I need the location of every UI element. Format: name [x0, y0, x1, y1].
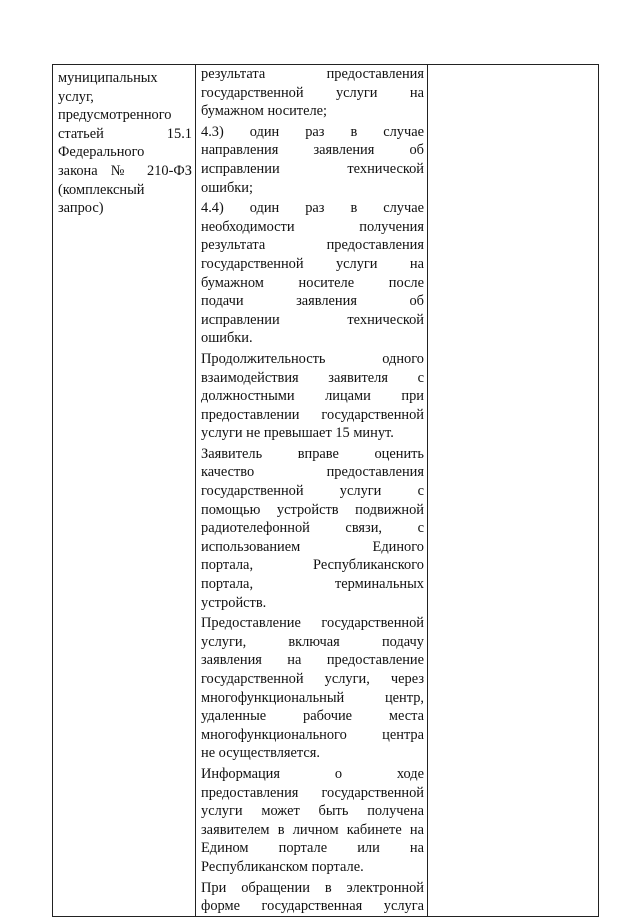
text-line: качество предоставления [201, 464, 424, 481]
text-line: закона № 210-ФЗ [58, 162, 192, 179]
paragraph [201, 765, 424, 877]
text-line: запрос) [58, 200, 104, 217]
text-line: радиотелефонной связи, с [201, 520, 424, 537]
paragraph [201, 614, 424, 763]
text-line: предусмотренного [58, 107, 172, 124]
text-line: исправлении технической [201, 160, 424, 177]
text-line: результата предоставления [201, 237, 424, 254]
text-line: Федерального [58, 144, 145, 161]
text-line: бумажном носителе после [201, 274, 424, 291]
text-line: государственной услуги на [201, 255, 424, 272]
text-line: исправлении технической [201, 311, 424, 328]
text-line: услуг, [58, 88, 94, 105]
text-line: 4.3) один раз в случае [201, 123, 424, 140]
text-line: услуги, включая подачу [201, 633, 424, 650]
text-line: ошибки. [201, 330, 253, 347]
text-line: направления заявления об [201, 142, 424, 159]
text-line: использованием Единого [201, 538, 424, 555]
text-line: Предоставление государственной [201, 615, 424, 632]
document-table [52, 64, 599, 917]
text-line: многофункциональный центр, [201, 689, 424, 706]
text-line: государственной услуги на [201, 84, 424, 101]
text-line: Едином портале или на [201, 840, 424, 857]
text-line: Продолжительность одного [201, 350, 424, 367]
text-line: муниципальных [58, 70, 158, 86]
col1-text [53, 65, 195, 218]
text-line: не осуществляется. [201, 745, 320, 762]
paragraph [201, 350, 424, 443]
text-line: помощью устройств подвижной [201, 501, 424, 518]
text-line: Информация о ходе [201, 765, 424, 782]
text-line: государственной услуги, через [201, 671, 424, 687]
table-cell-col2 [196, 65, 428, 917]
text-line: бумажном носителе; [201, 103, 328, 120]
text-line: услуги может быть получена [201, 803, 424, 820]
text-line: (комплексный [58, 181, 145, 198]
paragraph [201, 123, 424, 197]
table-row [53, 65, 599, 917]
paragraph [201, 879, 424, 916]
text-line: необходимости получения [201, 218, 424, 235]
paragraph [201, 65, 424, 121]
paragraph [201, 199, 424, 348]
text-line: статьей 15.1 [58, 125, 192, 142]
text-line: удаленные рабочие места [201, 708, 424, 725]
text-line: портала, Республиканского [201, 557, 424, 574]
text-line: государственной услуги с [201, 483, 424, 500]
text-line: взаимодействия заявителя с [201, 369, 424, 386]
text-line: подачи заявления об [201, 293, 424, 310]
text-line: При обращении в электронной [201, 879, 424, 896]
text-line: форме государственная услуга [201, 898, 424, 915]
text-line: заявителем в личном кабинете на [201, 821, 424, 838]
table-cell-col1 [53, 65, 196, 917]
paragraph [201, 445, 424, 612]
table-cell-col3 [428, 65, 599, 917]
text-line: портала, терминальных [201, 576, 424, 593]
col2-text [196, 65, 427, 916]
text-line: Заявитель вправе оценить [201, 445, 424, 462]
text-line: Республиканском портале. [201, 858, 364, 875]
text-line: устройств. [201, 594, 267, 611]
text-line: многофункционального центра [201, 726, 424, 743]
text-line: ошибки; [201, 179, 253, 196]
text-line: предоставления государственной [201, 784, 424, 801]
text-line: услуги не превышает 15 минут. [201, 425, 394, 442]
text-line: результата предоставления [201, 66, 424, 82]
text-line: 4.4) один раз в случае [201, 200, 424, 217]
text-line: должностными лицами при [201, 388, 424, 405]
text-line: заявления на предоставление [201, 652, 424, 669]
text-line: предоставлении государственной [201, 406, 424, 423]
